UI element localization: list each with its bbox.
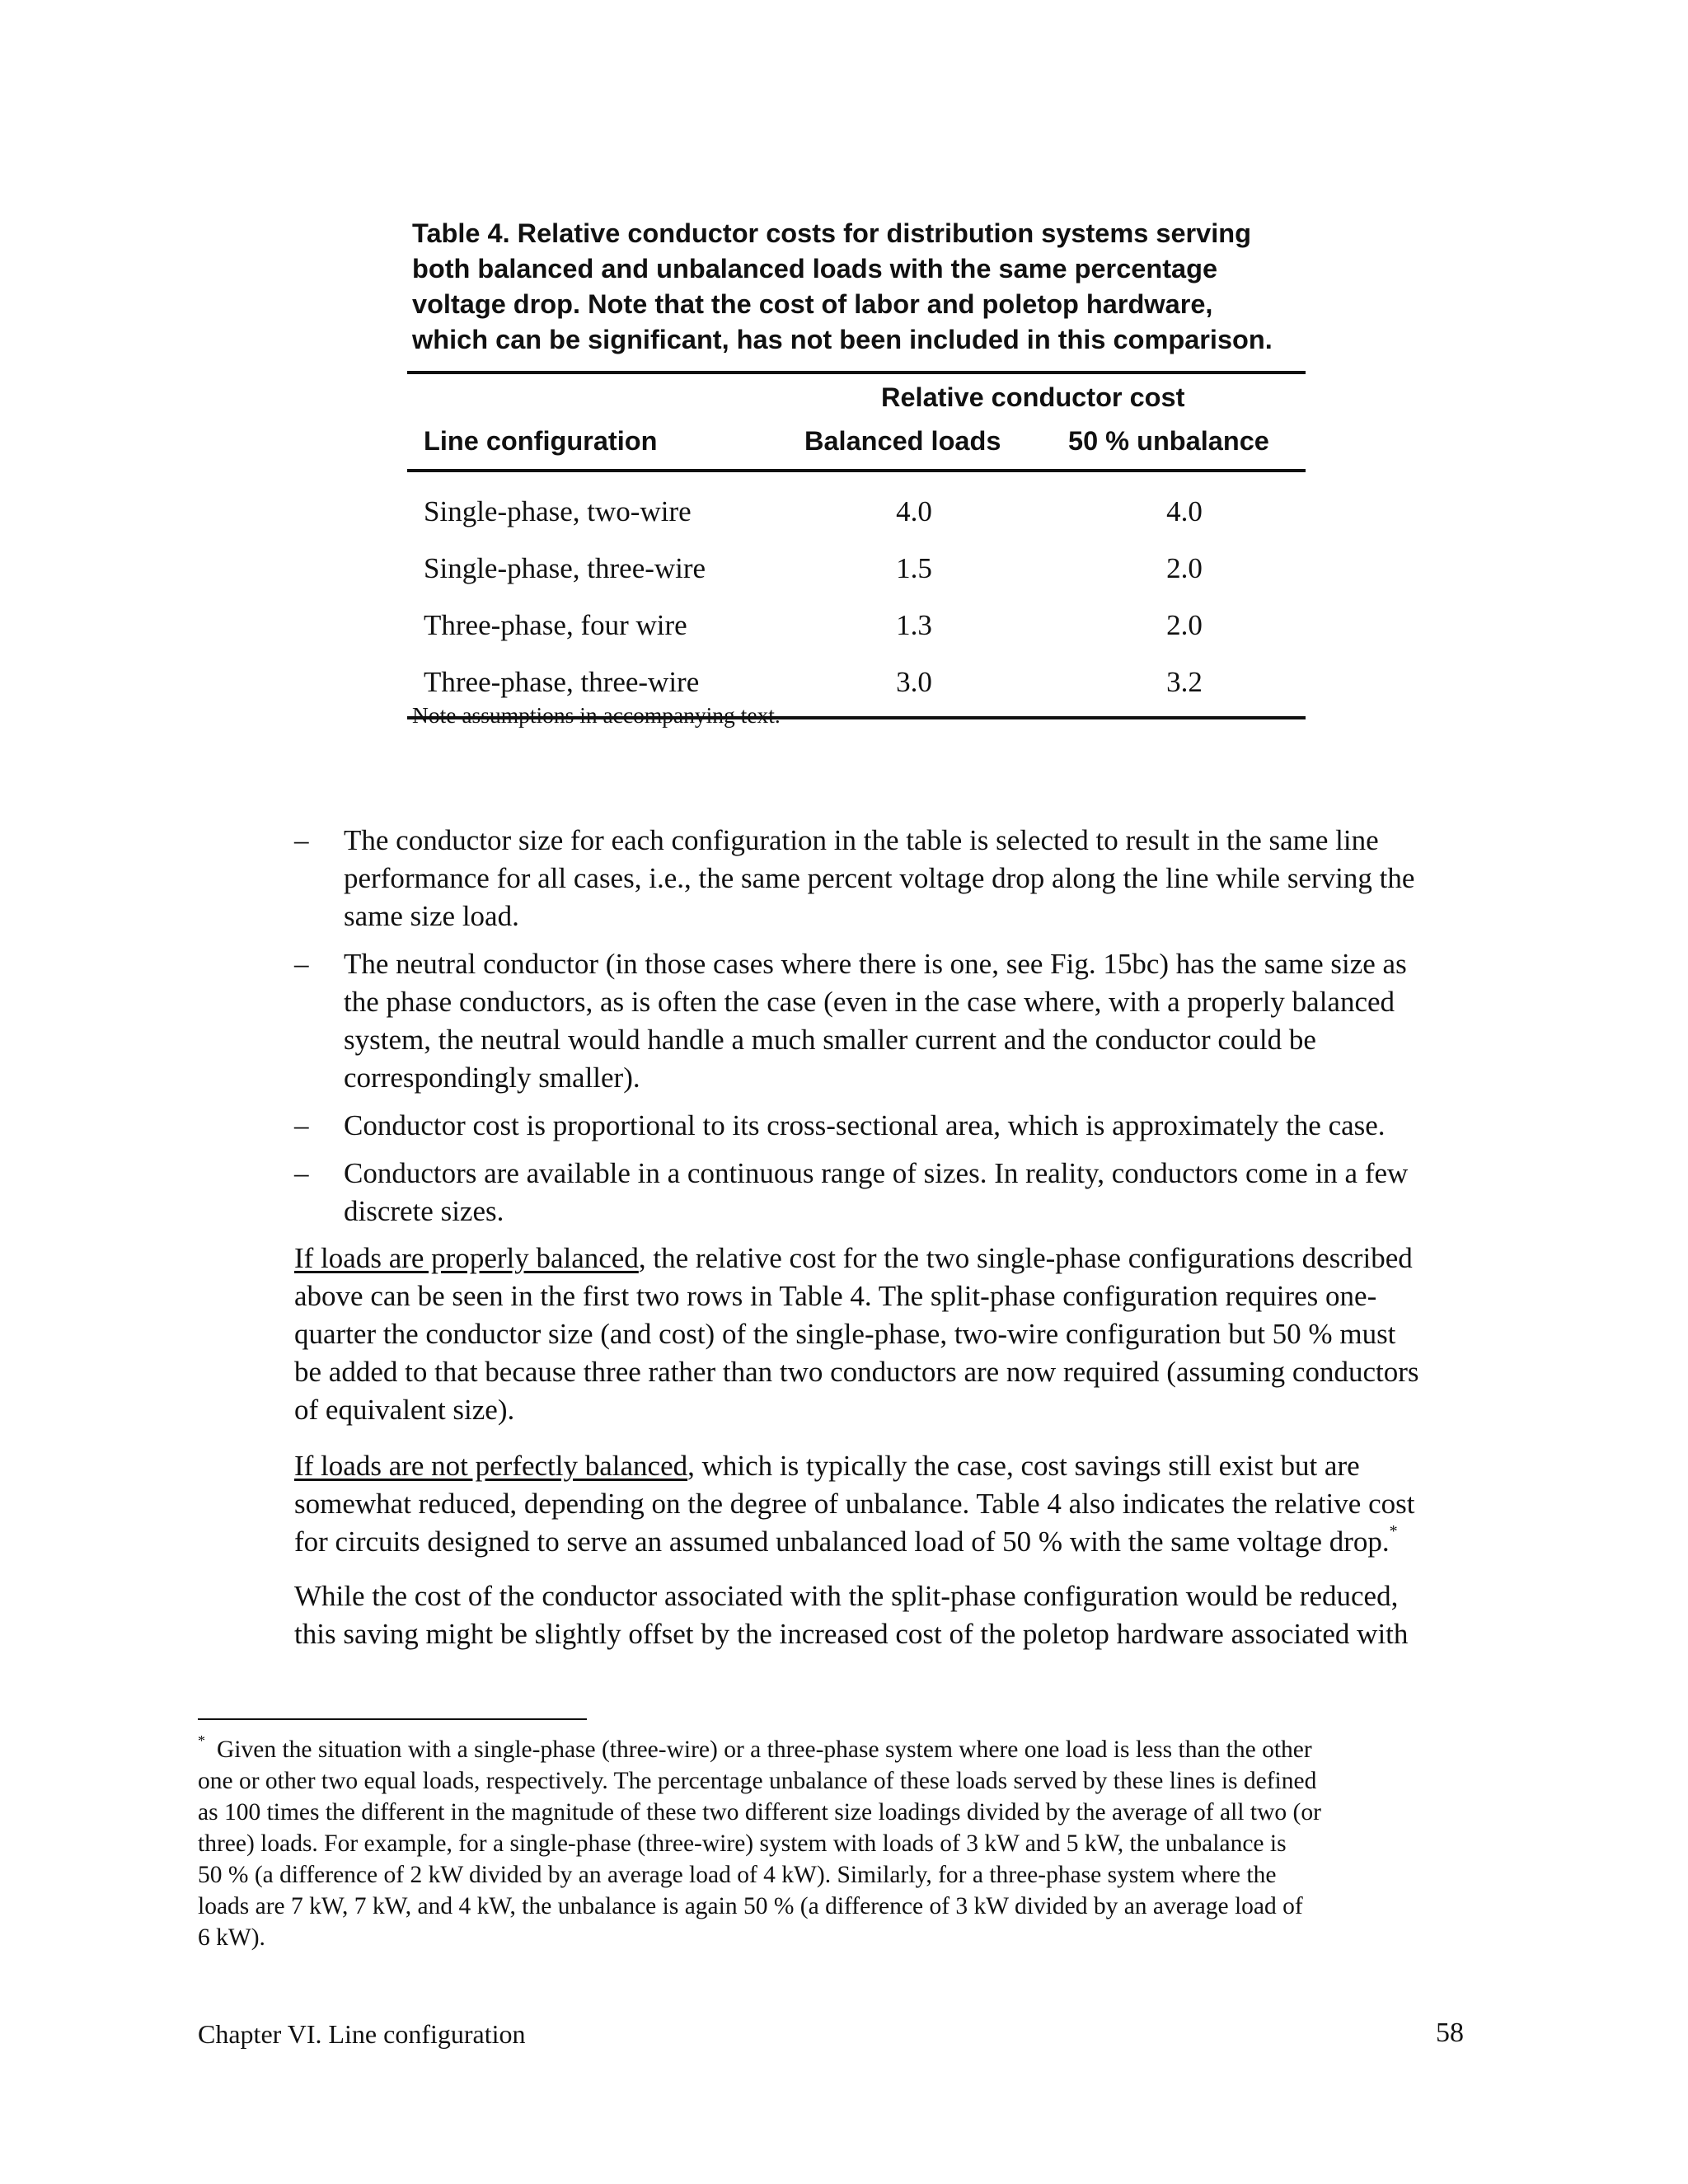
- list-item: [294, 822, 1481, 935]
- text-line: of equivalent size).: [294, 1394, 515, 1426]
- table-row: [407, 546, 1306, 602]
- table-caption: [412, 216, 1319, 358]
- table-row: [407, 602, 1306, 659]
- text-span: , the relative cost for the two single-phase configurations described: [638, 1242, 1413, 1274]
- text-span: Given the situation with a single-phase (three-wire) or a three-phase system where one load is less than the other: [217, 1736, 1312, 1763]
- text-line: [294, 1240, 1481, 1277]
- text-line: system, the neutral would handle a much smaller current and the conductor could be: [344, 1024, 1316, 1056]
- text-line: performance for all cases, i.e., the same percent voltage drop along the line while serving the: [344, 862, 1415, 894]
- caption-line: voltage drop. Note that the cost of labor and poletop hardware,: [412, 289, 1213, 319]
- text-line: The conductor size for each configuration in the table is selected to result in the same line: [344, 824, 1379, 856]
- cell-config: Single-phase, two-wire: [424, 495, 692, 527]
- text-line: same size load.: [344, 900, 519, 932]
- list-item: [294, 1155, 1481, 1230]
- column-header-config: Line configuration: [424, 426, 658, 456]
- underlined-phrase: If loads are properly balanced: [294, 1242, 639, 1274]
- column-header-balanced: Balanced loads: [804, 426, 1001, 456]
- footnote-marker: *: [1389, 1522, 1398, 1540]
- footnote: [198, 1734, 1484, 1953]
- cell-unbalance: 2.0: [1166, 609, 1203, 641]
- text-line: The neutral conductor (in those cases where there is one, see Fig. 15bc) has the same size as: [344, 948, 1407, 980]
- text-line: one or other two equal loads, respectively. The percentage unbalance of these loads served by these lines is defined: [198, 1768, 1317, 1794]
- caption-line: both balanced and unbalanced loads with the same percentage: [412, 254, 1218, 284]
- cell-balanced: 1.5: [896, 552, 932, 584]
- text-line: be added to that because three rather than two conductors are now required (assuming conductors: [294, 1356, 1419, 1388]
- text-line: [198, 1734, 1484, 1765]
- text-line: [294, 1523, 1481, 1561]
- text-line: above can be seen in the first two rows in Table 4. The split-phase configuration requires one-: [294, 1280, 1377, 1312]
- text-line: this saving might be slightly offset by the increased cost of the poletop hardware associated with: [294, 1618, 1409, 1650]
- caption-line: which can be significant, has not been included in this comparison.: [412, 325, 1273, 354]
- dash-bullet: –: [294, 1109, 309, 1141]
- table-row: [407, 489, 1306, 546]
- page-number: 58: [1436, 2018, 1464, 2048]
- table-note: Note assumptions in accompanying text.: [412, 702, 781, 728]
- text-line: Conductor cost is proportional to its cross-sectional area, which is approximately the case.: [344, 1109, 1386, 1141]
- text-line: 50 % (a difference of 2 kW divided by an average load of 4 kW). Similarly, for a three-phase system where the: [198, 1862, 1277, 1888]
- chapter-footer: Chapter VI. Line configuration: [198, 2019, 526, 2049]
- text-span: , which is typically the case, cost savings still exist but are: [687, 1450, 1360, 1482]
- footnote-marker: *: [198, 1732, 205, 1749]
- cost-table: [407, 371, 1306, 719]
- text-line: While the cost of the conductor associated with the split-phase configuration would be reduced,: [294, 1580, 1399, 1612]
- text-span: for circuits designed to serve an assumed unbalanced load of 50 % with the same voltage drop.: [294, 1526, 1390, 1558]
- table-header: [407, 374, 1306, 469]
- text-line: quarter the conductor size (and cost) of the single-phase, two-wire configuration but 50 % must: [294, 1318, 1396, 1350]
- cell-unbalance: 2.0: [1166, 552, 1203, 584]
- group-header: Relative conductor cost: [881, 382, 1185, 412]
- cell-config: Single-phase, three-wire: [424, 552, 706, 584]
- list-item: [294, 1107, 1481, 1145]
- text-line: three) loads. For example, for a single-phase (three-wire) system with loads of 3 kW and 5 kW, the unbalance is: [198, 1830, 1287, 1857]
- cell-balanced: 1.3: [896, 609, 932, 641]
- cell-config: Three-phase, four wire: [424, 609, 687, 641]
- text-line: the phase conductors, as is often the case (even in the case where, with a properly balanced: [344, 986, 1395, 1018]
- dash-bullet: –: [294, 948, 309, 980]
- paragraph-unbalanced: [294, 1447, 1481, 1561]
- dash-bullet: –: [294, 1157, 309, 1189]
- footnote-separator: [198, 1718, 587, 1720]
- caption-line: Table 4. Relative conductor costs for distribution systems serving: [412, 218, 1251, 248]
- text-line: correspondingly smaller).: [344, 1062, 640, 1094]
- cell-unbalance: 3.2: [1166, 666, 1203, 698]
- column-header-unbalance: 50 % unbalance: [1068, 426, 1269, 456]
- paragraph-balanced: [294, 1240, 1481, 1429]
- text-line: loads are 7 kW, 7 kW, and 4 kW, the unbalance is again 50 % (a difference of 3 kW divided by an average load of: [198, 1893, 1303, 1919]
- text-line: Conductors are available in a continuous range of sizes. In reality, conductors come in a few: [344, 1157, 1409, 1189]
- table-body: [407, 472, 1306, 716]
- cell-config: Three-phase, three-wire: [424, 666, 700, 698]
- paragraph-hardware: [294, 1577, 1481, 1653]
- cell-balanced: 4.0: [896, 495, 932, 527]
- text-line: 6 kW).: [198, 1924, 265, 1951]
- cell-balanced: 3.0: [896, 666, 932, 698]
- dash-bullet: –: [294, 824, 309, 856]
- text-line: somewhat reduced, depending on the degree of unbalance. Table 4 also indicates the relative cost: [294, 1488, 1415, 1520]
- list-item: [294, 945, 1481, 1097]
- assumption-list: [294, 822, 1481, 1240]
- cell-unbalance: 4.0: [1166, 495, 1203, 527]
- text-line: [294, 1447, 1481, 1485]
- text-line: as 100 times the different in the magnitude of these two different size loadings divided by the average of all two (or: [198, 1799, 1321, 1825]
- text-line: discrete sizes.: [344, 1195, 504, 1227]
- underlined-phrase: If loads are not perfectly balanced: [294, 1450, 688, 1482]
